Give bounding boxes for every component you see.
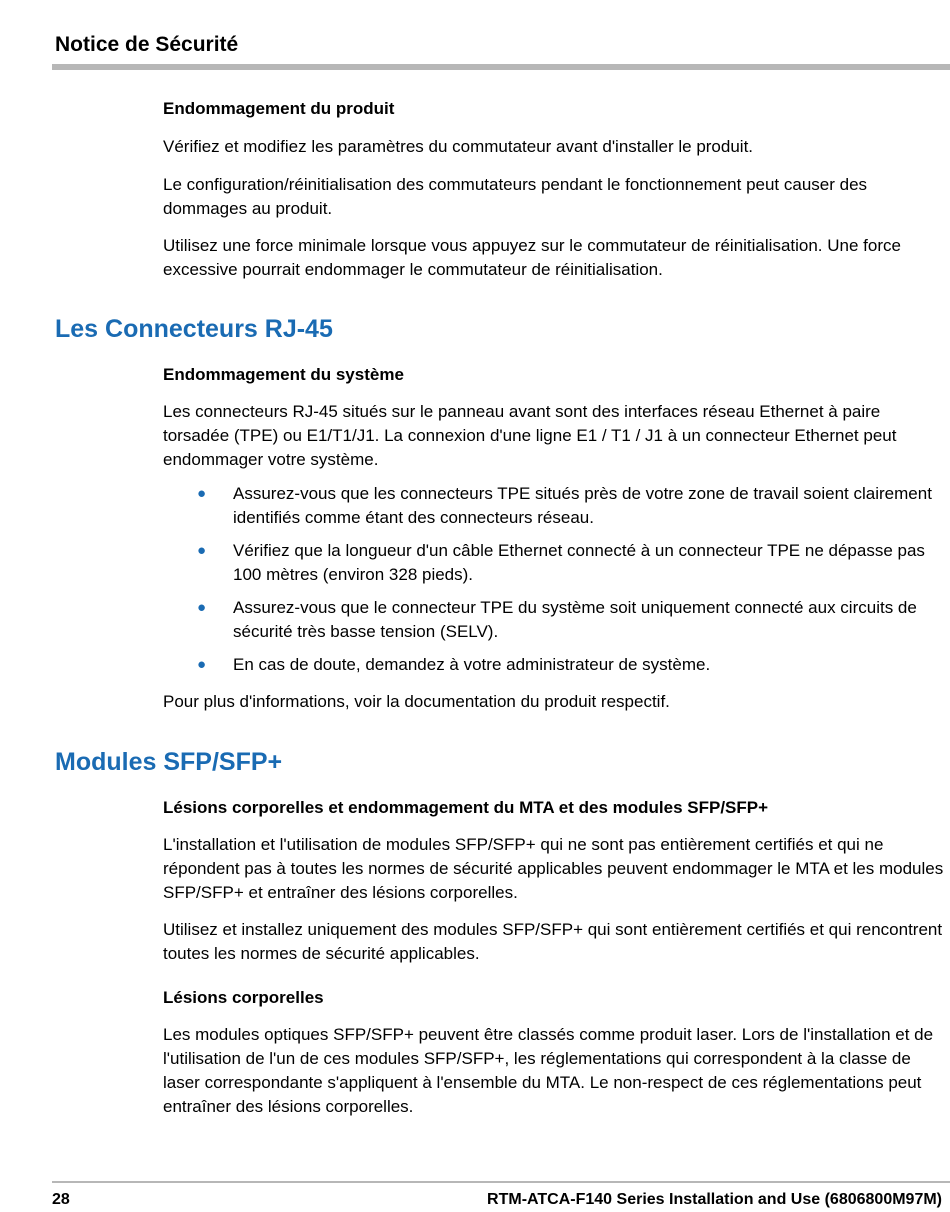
rj45-outro-paragraph: Pour plus d'informations, voir la documentation du produit respectif. xyxy=(163,692,670,711)
system-damage-heading: Endommagement du système xyxy=(163,365,404,384)
injury-heading: Lésions corporelles xyxy=(163,988,324,1007)
sfp-paragraph: Utilisez et installez uniquement des modules SFP/SFP+ qui sont entièrement certifiés et qui rencontrent toutes les normes de sécurité applicables. xyxy=(163,920,943,963)
product-damage-paragraph: Le configuration/réinitialisation des commutateurs pendant le fonctionnement peut causer des dommages au produit. xyxy=(163,175,868,218)
injury-damage-heading: Lésions corporelles et endommagement du MTA et des modules SFP/SFP+ xyxy=(163,798,769,817)
product-damage-paragraph: Utilisez une force minimale lorsque vous appuyez sur le commutateur de réinitialisation. Une force excessive pourrait endommager le commutateur de réinitialisation. xyxy=(163,236,901,279)
bullet-text: Assurez-vous que les connecteurs TPE situés près de votre zone de travail soient clairement identifiés comme étant des connecteurs réseau. xyxy=(233,484,932,527)
document-title: RTM-ATCA-F140 Series Installation and Use (6806800M97M) xyxy=(487,1191,942,1208)
rj45-intro-paragraph: Les connecteurs RJ-45 situés sur le panneau avant sont des interfaces réseau Ethernet à paire torsadée (TPE) ou E1/T1/J1. La connexion d'une ligne E1 / T1 / J1 à un connecteur Ethernet peut endommager votre système. xyxy=(163,402,897,469)
page-number: 28 xyxy=(52,1191,70,1208)
bullet-icon: ● xyxy=(197,599,207,616)
product-damage-heading: Endommagement du produit xyxy=(163,99,395,118)
product-damage-paragraph: Vérifiez et modifiez les paramètres du commutateur avant d'installer le produit. xyxy=(163,137,754,156)
bullet-icon: ● xyxy=(197,656,207,673)
header-rule xyxy=(52,64,950,70)
bullet-text: Assurez-vous que le connecteur TPE du système soit uniquement connecté aux circuits de sécurité très basse tension (SELV). xyxy=(233,598,917,641)
sfp-paragraph: L'installation et l'utilisation de modules SFP/SFP+ qui ne sont pas entièrement certifiés et qui ne répondent pas à toutes les normes de sécurité applicables peuvent endommager le MTA et les modules SFP/SFP+ et entraîner des lésions corporelles. xyxy=(163,835,944,902)
section-title-rj45: Les Connecteurs RJ-45 xyxy=(55,315,333,343)
sfp-laser-paragraph: Les modules optiques SFP/SFP+ peuvent être classés comme produit laser. Lors de l'installation et de l'utilisation de l'un de ces modules SFP/SFP+, les réglementations qui correspondent à la classe de laser correspondante s'appliquent à l'ensemble du MTA. Le non-respect de ces réglementations peut entraîner des lésions corporelles. xyxy=(163,1025,934,1116)
section-title-sfp: Modules SFP/SFP+ xyxy=(55,748,283,776)
bullet-icon: ● xyxy=(197,542,207,559)
bullet-icon: ● xyxy=(197,485,207,502)
bullet-text: Vérifiez que la longueur d'un câble Ethernet connecté à un connecteur TPE ne dépasse pas 100 mètres (environ 328 pieds). xyxy=(233,541,925,584)
footer-rule xyxy=(52,1181,950,1183)
bullet-text: En cas de doute, demandez à votre administrateur de système. xyxy=(233,655,711,674)
running-header-title: Notice de Sécurité xyxy=(55,33,239,56)
